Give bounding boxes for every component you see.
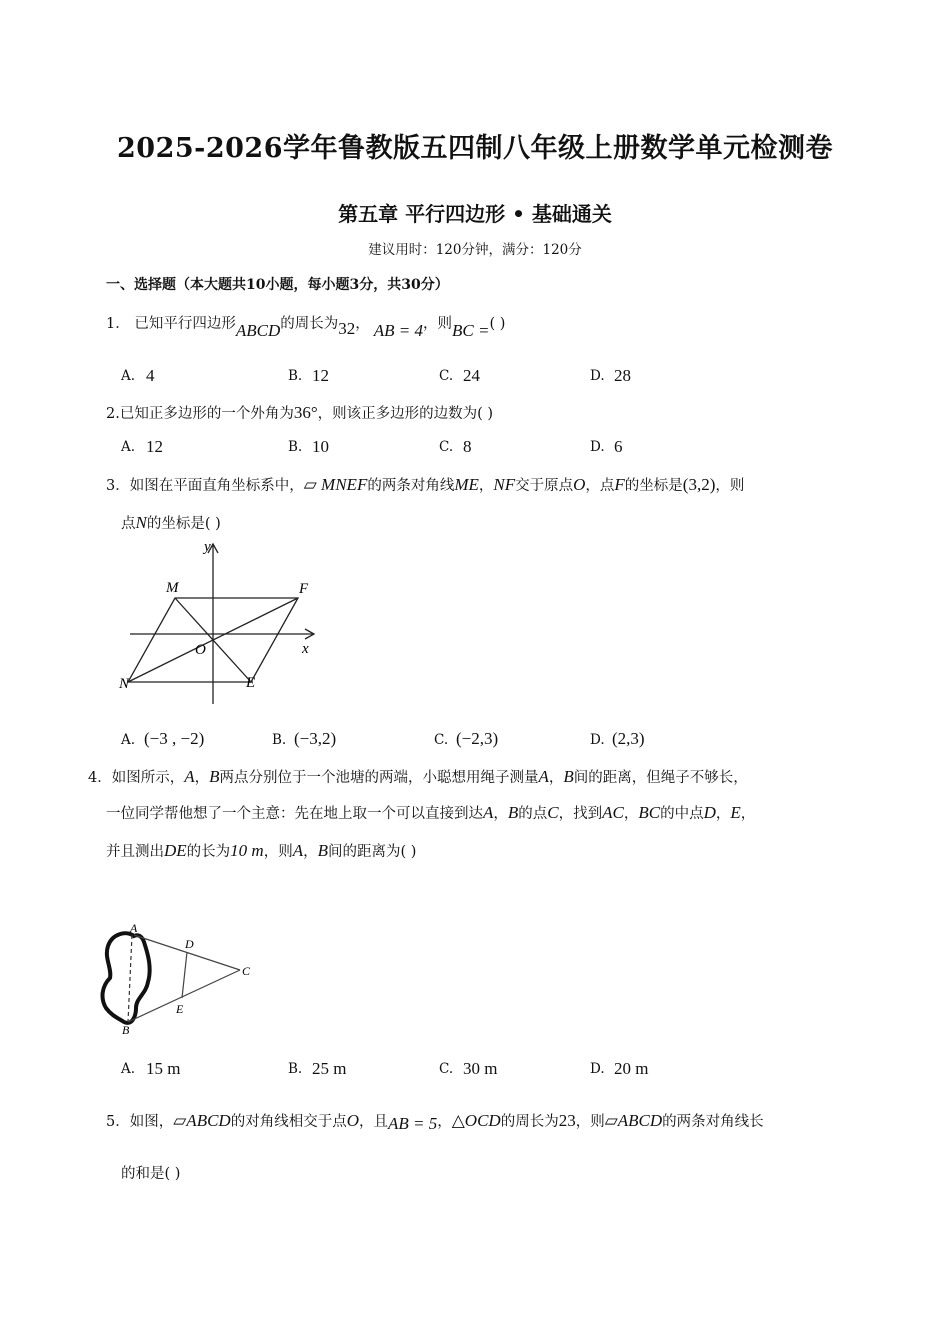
- option-value: 12: [146, 437, 163, 456]
- question-number: 5．: [106, 1114, 130, 1130]
- option-value: (−2,3): [456, 729, 499, 748]
- question-3-text-line2: [121, 512, 221, 533]
- text: ( ): [489, 316, 506, 332]
- math: 36°: [293, 403, 318, 422]
- text: ，: [194, 770, 210, 786]
- option-label: B.: [288, 439, 303, 455]
- math: F: [614, 475, 625, 494]
- math: O: [346, 1111, 359, 1130]
- text: 点: [121, 516, 136, 532]
- text: 的周长为: [500, 1114, 559, 1130]
- text: ，则: [422, 316, 452, 332]
- option-value: 12: [312, 366, 329, 385]
- text: 间的距离为( ): [327, 844, 417, 860]
- question-4-text-line2: [106, 802, 755, 823]
- option-value: 30 m: [463, 1059, 498, 1078]
- text: ，: [623, 806, 639, 822]
- text: ，且: [358, 1114, 388, 1130]
- label-c: C: [242, 964, 251, 978]
- option-label: C.: [439, 439, 454, 455]
- option-value: 6: [614, 437, 623, 456]
- math: BC =: [451, 321, 490, 340]
- math: B: [507, 803, 519, 822]
- math: NF: [493, 475, 516, 494]
- math: ▱ABCD: [604, 1111, 663, 1130]
- question-2-text: [106, 402, 493, 423]
- math: DE: [164, 841, 187, 860]
- text: 的中点: [660, 806, 704, 822]
- text: ，: [715, 806, 731, 822]
- text: ，则: [715, 478, 745, 494]
- text: ，则: [575, 1114, 605, 1130]
- math: ME: [454, 475, 479, 494]
- option-value: 10: [312, 437, 329, 456]
- math: O: [573, 475, 586, 494]
- math: 10 m: [230, 841, 264, 860]
- option-label: B.: [288, 368, 303, 384]
- math: A: [538, 767, 549, 786]
- math: B: [563, 767, 574, 786]
- option-label: B.: [288, 1061, 303, 1077]
- text: 如图，: [129, 1114, 174, 1130]
- question-5-text: [106, 1110, 764, 1131]
- question-number: 2.: [106, 406, 120, 422]
- text: ，则: [263, 844, 293, 860]
- math: (3,2): [682, 475, 716, 494]
- text: 的坐标是: [624, 478, 683, 494]
- question-3-text: [106, 474, 744, 495]
- text: ，: [303, 844, 318, 860]
- text: 的两条对角线长: [662, 1114, 764, 1130]
- label-e: E: [176, 1002, 184, 1016]
- label-e: E: [246, 675, 256, 691]
- label-a: A: [130, 921, 138, 935]
- math: AC: [602, 803, 624, 822]
- label-x: x: [302, 641, 309, 657]
- text: ，点: [585, 478, 615, 494]
- math: D: [703, 803, 716, 822]
- option-value: 25 m: [312, 1059, 347, 1078]
- math: ▱ MNEF: [303, 475, 368, 494]
- math: ABCD: [235, 321, 281, 340]
- question-number: 3．: [106, 478, 130, 494]
- text: 的周长为: [280, 316, 339, 332]
- option-label: C.: [439, 1061, 454, 1077]
- text: ，: [478, 478, 494, 494]
- math: 32: [338, 319, 356, 338]
- label-o: O: [195, 642, 206, 658]
- text: 如图所示，: [111, 770, 185, 786]
- option-value: 20 m: [614, 1059, 649, 1078]
- text: 已知正多边形的一个外角为: [119, 406, 294, 422]
- text: 的两条对角线: [367, 478, 455, 494]
- text: ，: [740, 806, 756, 822]
- math: C: [547, 803, 559, 822]
- option-value: 4: [146, 366, 155, 385]
- option-label: D.: [590, 1061, 605, 1077]
- math: BC: [638, 803, 661, 822]
- text: ，找到: [558, 806, 603, 822]
- question-number: 1．: [106, 316, 130, 332]
- chapter-subtitle: 第五章 平行四边形 • 基础通关: [338, 202, 612, 226]
- text: 的点: [518, 806, 548, 822]
- text: 的对角线相交于点: [230, 1114, 347, 1130]
- label-n: N: [119, 676, 130, 692]
- text: ，: [437, 1114, 452, 1130]
- label-m: M: [166, 580, 179, 596]
- page-title: 2025-2026学年鲁教版五四制八年级上册数学单元检测卷: [117, 133, 833, 164]
- question-1-text: [106, 312, 506, 340]
- option-value: 8: [463, 437, 472, 456]
- option-value: 28: [614, 366, 631, 385]
- option-label: B.: [272, 732, 287, 748]
- option-label: D.: [590, 368, 605, 384]
- segment-de: [182, 952, 187, 998]
- math: B: [209, 767, 220, 786]
- section-heading: 一、选择题（本大题共10小题，每小题3分，共30分）: [106, 277, 449, 293]
- math: 23: [558, 1111, 576, 1130]
- q4-pond-figure: [96, 918, 266, 1038]
- text: 并且测出: [106, 844, 164, 860]
- option-value: (−3,2): [294, 729, 337, 748]
- text: ，: [355, 316, 370, 332]
- option-label: A.: [121, 1061, 136, 1077]
- math: E: [730, 803, 741, 822]
- math: N: [135, 513, 147, 532]
- text: 的长为: [186, 844, 231, 860]
- text: ，: [548, 770, 564, 786]
- option-value: 24: [463, 366, 480, 385]
- option-label: C.: [434, 732, 449, 748]
- math: A: [292, 841, 304, 860]
- text: 交于原点: [515, 478, 574, 494]
- time-info: 建议用时：120分钟，满分：120分: [368, 242, 582, 258]
- q3-parallelogram-figure: [116, 536, 326, 708]
- text: ，则该正多边形的边数为( ): [317, 406, 494, 422]
- math: △OCD: [451, 1111, 501, 1130]
- math: B: [317, 841, 328, 860]
- text: 两点分别位于一个池塘的两端，小聪想用绳子测量: [219, 770, 539, 786]
- text: 一位同学帮他想了一个主意：先在地上取一个可以直接到达: [106, 806, 483, 822]
- math: A: [483, 803, 494, 822]
- text: 如图在平面直角坐标系中，: [129, 478, 304, 494]
- math: AB = 4: [373, 321, 423, 340]
- text: 间的距离，但绳子不够长，: [573, 770, 748, 786]
- label-y: y: [204, 539, 211, 555]
- question-4-text-line1: [88, 766, 748, 787]
- text: ，: [493, 806, 508, 822]
- label-f: F: [299, 581, 309, 597]
- question-4-text-line3: [106, 840, 416, 861]
- text: 的坐标是( ): [146, 516, 221, 532]
- segment-ab-dashed: [128, 935, 132, 1022]
- option-label: A.: [121, 368, 136, 384]
- math: ▱ABCD: [173, 1111, 231, 1130]
- label-b: B: [122, 1023, 130, 1037]
- option-value: (2,3): [612, 729, 645, 748]
- option-label: D.: [590, 732, 605, 748]
- option-label: A.: [121, 732, 136, 748]
- pond-outline: [103, 933, 150, 1023]
- option-label: A.: [121, 439, 136, 455]
- option-label: C.: [439, 368, 454, 384]
- question-number: 4．: [88, 770, 112, 786]
- option-value: 15 m: [146, 1059, 181, 1078]
- math: A: [184, 767, 195, 786]
- text: 已知平行四边形: [134, 316, 236, 332]
- label-d: D: [185, 937, 194, 951]
- option-value: (−3 , −2): [144, 729, 205, 748]
- math: AB = 5: [387, 1114, 438, 1133]
- question-5-text-line2: 的和是( ): [121, 1166, 181, 1182]
- option-label: D.: [590, 439, 605, 455]
